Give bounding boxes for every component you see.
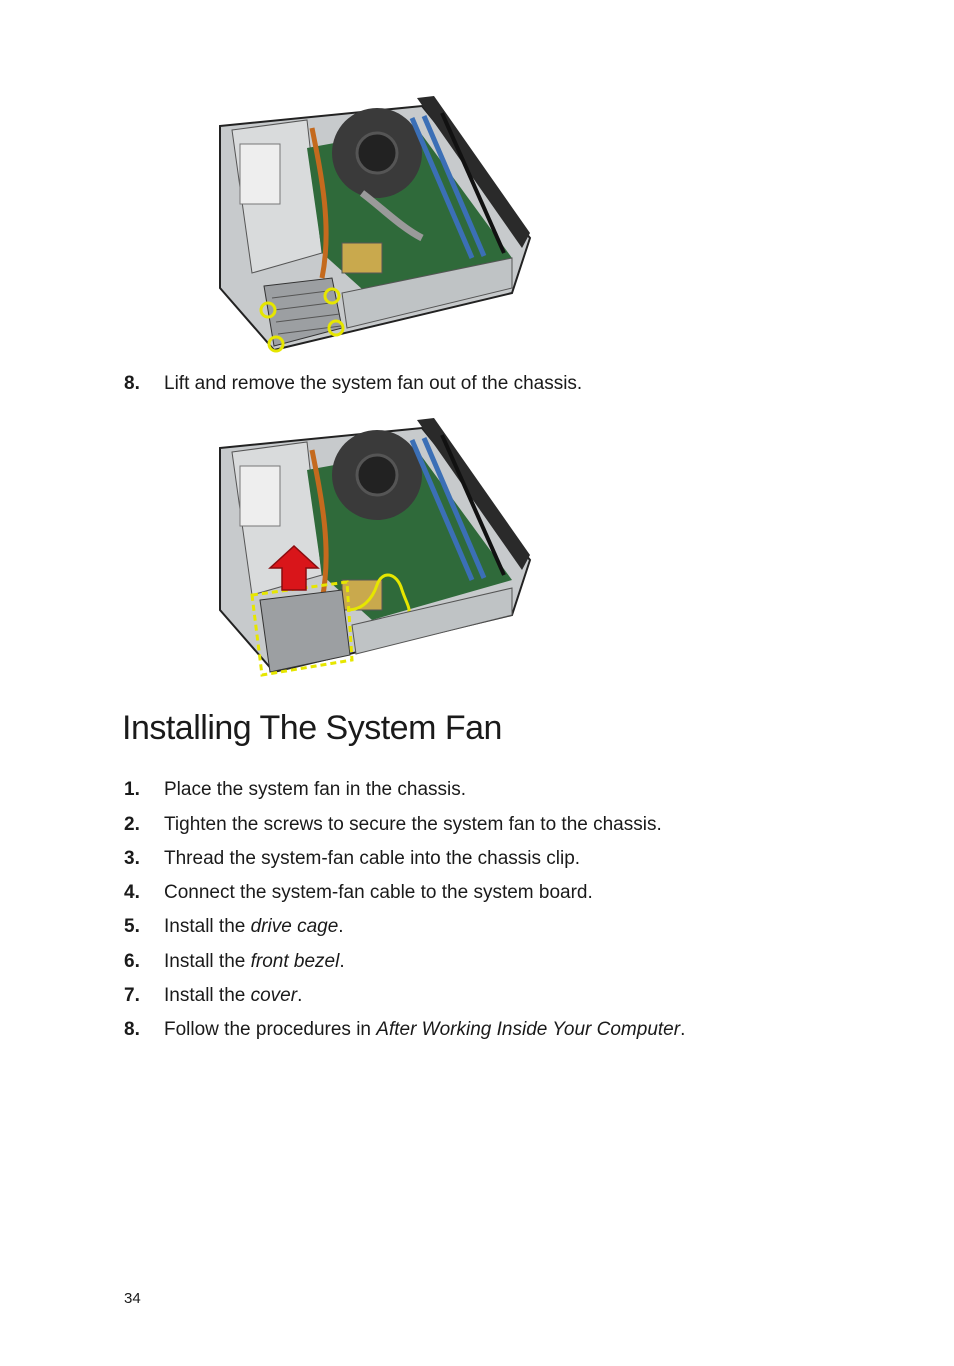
step-text: Place the system fan in the chassis. [164,779,467,800]
step-number: 1. [124,779,140,800]
step-text: Tighten the screws to secure the system fan to the chassis. [164,814,662,835]
step-number: 7. [124,985,140,1006]
step-number: 2. [124,814,140,835]
step-text [164,1018,685,1042]
step-suffix: . [339,951,345,972]
drive-cage-link[interactable]: drive cage [250,916,339,937]
cover-link[interactable]: cover [250,985,298,1006]
step-text [164,950,345,974]
figure-fan-screws [212,88,532,358]
step-text [164,984,302,1008]
step-prefix: Install the [164,916,251,937]
step-number: 5. [124,916,140,937]
chassis-illustration [212,88,532,358]
front-bezel-link[interactable]: front bezel [250,951,340,972]
step-suffix: . [338,916,344,937]
step-suffix: . [680,1019,686,1040]
step-suffix: . [297,985,303,1006]
step-prefix: Follow the procedures in [164,1019,377,1040]
step-number: 3. [124,848,140,869]
step-number: 6. [124,951,140,972]
chassis-illustration [212,410,532,682]
step-number: 8. [124,373,140,394]
step-text [164,915,344,939]
step-number: 8. [124,1019,140,1040]
figure-fan-removal [212,410,532,682]
step-prefix: Install the [164,985,251,1006]
step-text: Thread the system-fan cable into the chassis clip. [164,848,581,869]
after-working-link[interactable]: After Working Inside Your Computer [376,1019,681,1040]
section-title: Installing The System Fan [122,709,502,747]
step-number: 4. [124,882,140,903]
step-prefix: Install the [164,951,251,972]
page-number: 34 [124,1290,141,1307]
step-text: Connect the system-fan cable to the system board. [164,882,593,903]
step-text: Lift and remove the system fan out of the chassis. [164,373,583,394]
